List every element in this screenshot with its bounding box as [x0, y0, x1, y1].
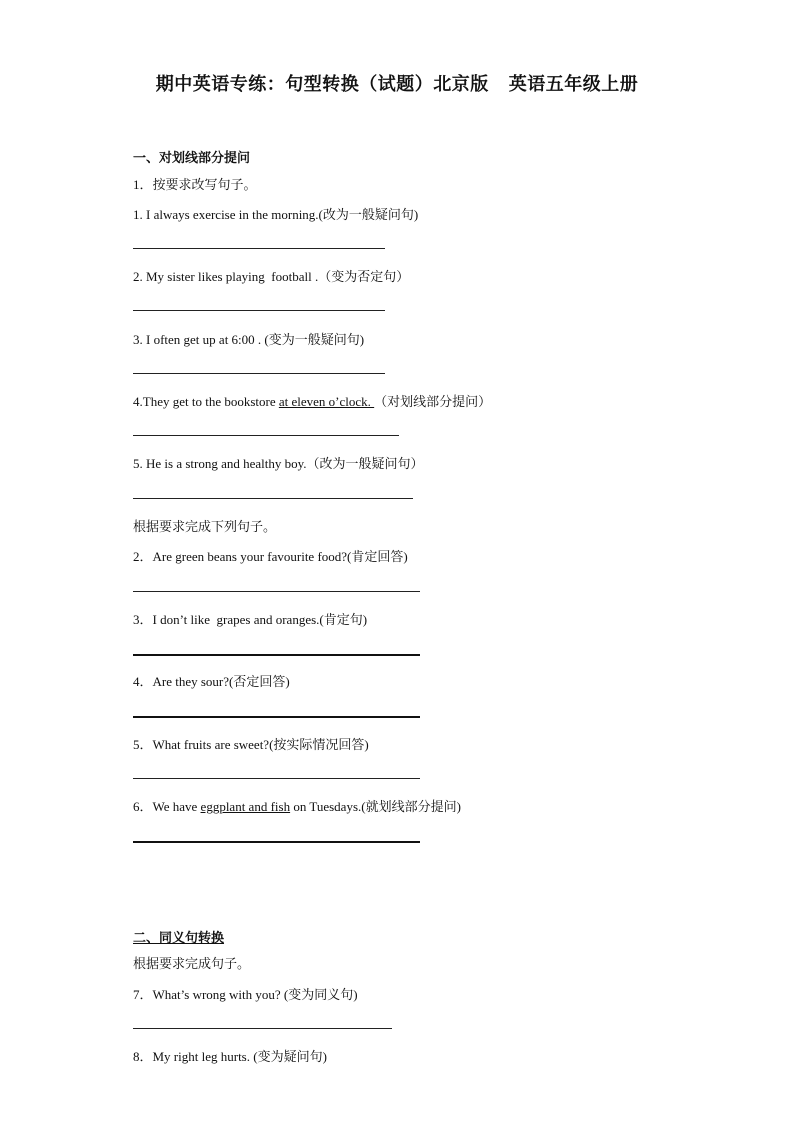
page-title: 期中英语专练：句型转换（试题）北京版 英语五年级上册	[155, 74, 639, 94]
question-4-instruction: （对划线部分提问）	[374, 394, 492, 409]
question-10	[133, 796, 461, 815]
section-2-heading: 二、同义句转换	[133, 930, 225, 945]
answer-line-2[interactable]	[133, 310, 385, 311]
answer-line-11[interactable]	[133, 1028, 392, 1029]
question-4-underlined: at eleven o’clock.	[278, 394, 375, 409]
answer-line-8[interactable]	[133, 716, 420, 718]
answer-line-6[interactable]	[133, 591, 420, 592]
section-2-instruction: 根据要求完成句子。	[133, 956, 251, 971]
question-4	[133, 391, 491, 410]
answer-line-9[interactable]	[133, 778, 420, 779]
answer-line-5[interactable]	[133, 498, 413, 499]
question-8: 4．Are they sour?(否定回答)	[133, 674, 290, 689]
answer-line-4[interactable]	[133, 435, 399, 436]
question-5: 5. He is a strong and healthy boy.（改为一般疑问句）	[133, 456, 424, 471]
answer-line-3[interactable]	[133, 373, 385, 374]
answer-line-1[interactable]	[133, 248, 385, 249]
question-2: 2. My sister likes playing football .（变为否定句）	[133, 269, 410, 284]
question-9: 5．What fruits are sweet?(按实际情况回答)	[133, 737, 369, 752]
question-3: 3. I often get up at 6:00 . (变为一般疑问句)	[133, 332, 365, 347]
answer-line-7[interactable]	[133, 654, 420, 656]
question-1: 1. I always exercise in the morning.(改为一般疑问句)	[133, 207, 419, 222]
section-1-heading: 一、对划线部分提问	[133, 150, 251, 165]
question-4-text: 4.They get to the bookstore	[133, 394, 279, 409]
question-6: 2．Are green beans your favourite food?(肯定回答)	[133, 549, 408, 564]
question-10-underlined: eggplant and fish	[200, 799, 291, 814]
section-1-instruction-2: 根据要求完成下列句子。	[133, 519, 277, 534]
question-12: 8．My right leg hurts. (变为疑问句)	[133, 1049, 327, 1064]
question-10-text: 6．We have	[133, 799, 201, 814]
question-7: 3．I don’t like grapes and oranges.(肯定句)	[133, 612, 368, 627]
question-10-instruction: on Tuesdays.(就划线部分提问)	[290, 799, 461, 814]
question-11: 7．What’s wrong with you? (变为同义句)	[133, 987, 358, 1002]
section-1-instruction: 1．按要求改写句子。	[133, 177, 257, 192]
answer-line-10[interactable]	[133, 841, 420, 843]
